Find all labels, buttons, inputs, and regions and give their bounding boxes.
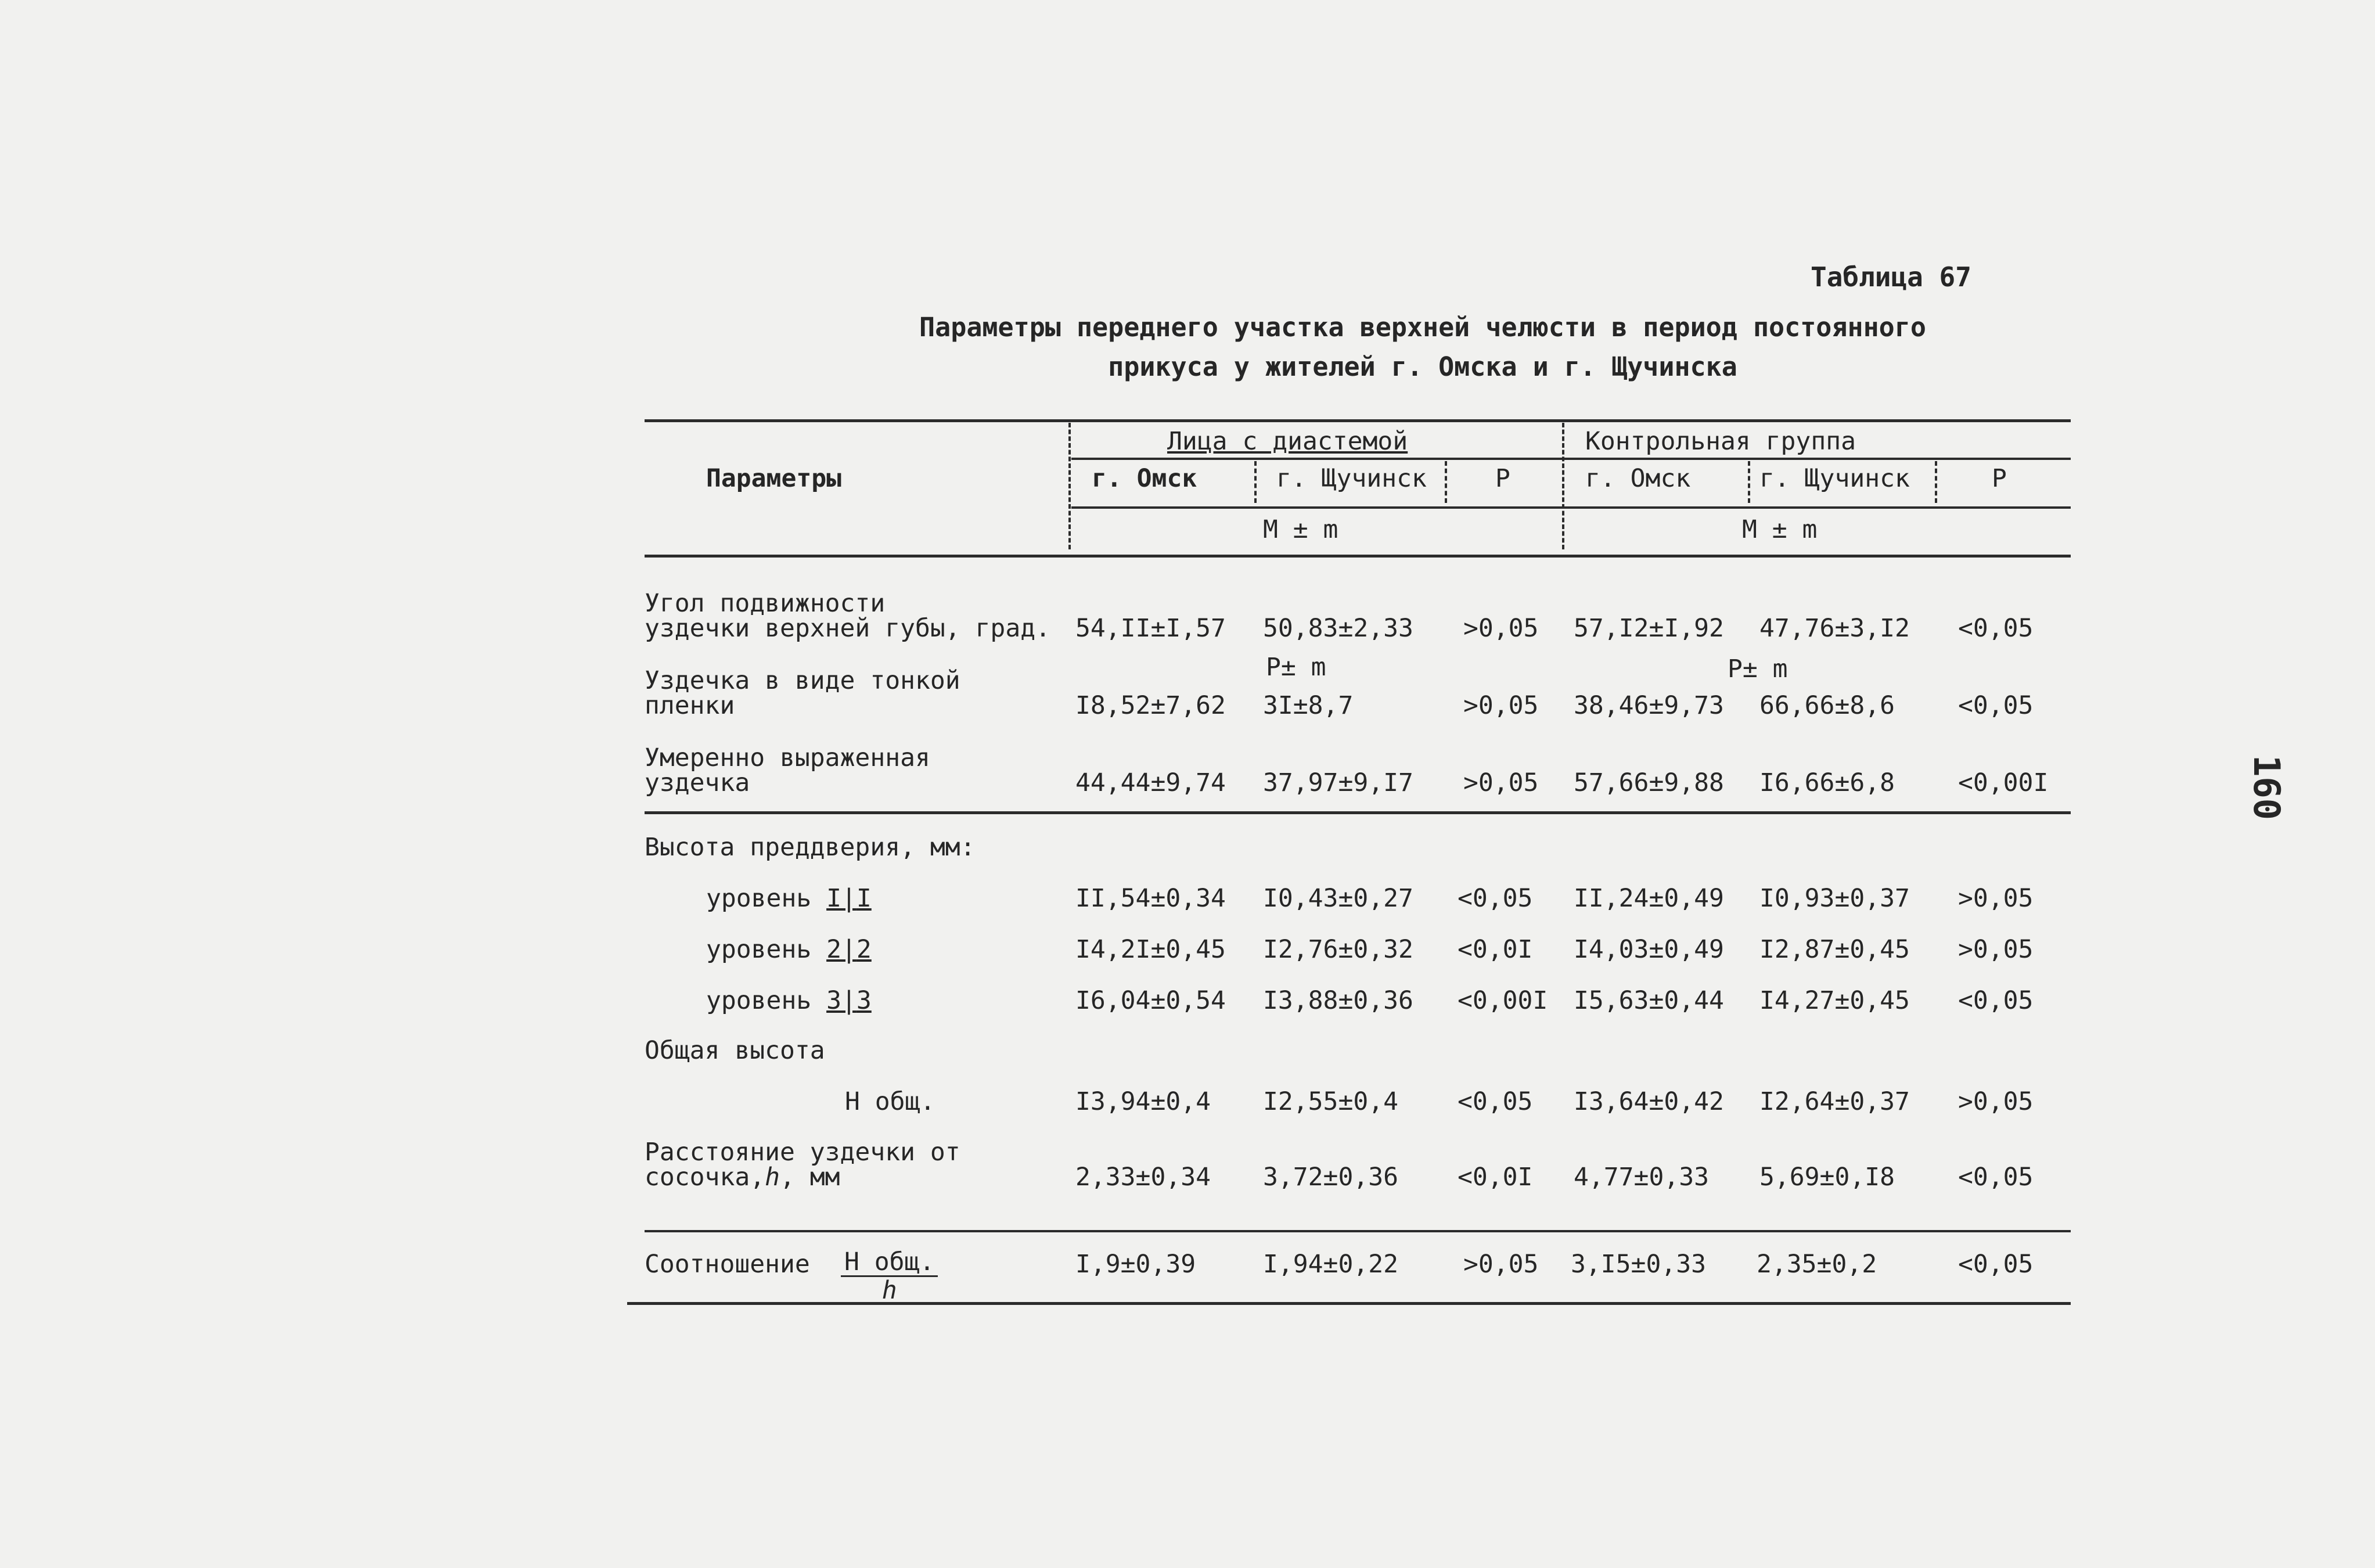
row-thin-label-1: Уздечка в виде тонкой: [645, 666, 960, 695]
dist-label-text: сосочка,: [645, 1163, 765, 1192]
cell: 37,97±9,I7: [1263, 768, 1413, 797]
level-2-tooth-notation: 2|2: [826, 935, 872, 964]
row-level-3-label: [706, 987, 872, 1015]
cell: 2,33±0,34: [1075, 1163, 1211, 1192]
cell: 3I±8,7: [1263, 691, 1354, 720]
cell: I,94±0,22: [1263, 1250, 1398, 1279]
level-3-tooth-notation: 3|3: [826, 986, 872, 1015]
cell: >0,05: [1463, 614, 1539, 643]
cell: 47,76±3,I2: [1759, 614, 1910, 643]
cell: <0,05: [1958, 1163, 2034, 1192]
row-moderate-label-1: Умеренно выраженная: [645, 743, 930, 772]
level-2-b: 2: [856, 935, 872, 964]
header-bottom-rule: [645, 555, 2071, 558]
table-top-rule: [645, 419, 2071, 422]
level-1-b: I: [856, 884, 872, 913]
cell: >0,05: [1463, 1250, 1539, 1279]
cell: 54,II±I,57: [1075, 614, 1226, 643]
cell: <0,0I: [1458, 1163, 1533, 1192]
row-dist-label-2: [645, 1163, 840, 1191]
cell: 66,66±8,6: [1759, 691, 1895, 720]
cell: I0,93±0,37: [1759, 884, 1910, 913]
cell: >0,05: [1958, 935, 2034, 964]
cell: I2,76±0,32: [1263, 935, 1413, 964]
table-title-line-1: Параметры переднего участка верхней челюсти в период постоянного: [919, 312, 1926, 343]
cell: 50,83±2,33: [1263, 614, 1413, 643]
level-1-tooth-notation: I|I: [826, 884, 872, 913]
cell: 3,I5±0,33: [1571, 1250, 1706, 1279]
subheader-pm-2: P± m: [1728, 654, 1788, 684]
header-shuch-2: г. Щучинск: [1759, 464, 1910, 493]
header-group-diastema: Лица с диастемой: [1167, 427, 1408, 456]
cell: 2,35±0,2: [1757, 1250, 1877, 1279]
col-divider-groups: [1562, 423, 1564, 549]
cell: <0,00I: [1458, 986, 1548, 1015]
cell: I8,52±7,62: [1075, 691, 1226, 720]
header-params: Параметры: [706, 464, 841, 493]
cell: I6,66±6,8: [1759, 768, 1895, 797]
ratio-denominator: h: [881, 1276, 897, 1305]
cell: <0,05: [1958, 614, 2034, 643]
cell: I3,94±0,4: [1075, 1087, 1211, 1116]
cell: I2,64±0,37: [1759, 1087, 1910, 1116]
level-3-a: 3: [826, 986, 841, 1015]
cell: I2,87±0,45: [1759, 935, 1910, 964]
section-rule-2: [645, 1230, 2071, 1232]
level-1-a: I: [826, 884, 841, 913]
col-divider-shuch-1: [1445, 461, 1447, 503]
cell: >0,05: [1958, 1087, 2034, 1116]
group-header-rule: [1071, 458, 2071, 460]
level-word: уровень: [706, 935, 812, 964]
ratio-numerator: Н общ.: [841, 1249, 938, 1277]
level-word: уровень: [706, 884, 812, 913]
row-level-1-label: [706, 884, 872, 912]
row-level-2-label: [706, 936, 872, 963]
ratio-fraction: [841, 1249, 938, 1304]
cell: 57,I2±I,92: [1574, 614, 1724, 643]
row-moderate-label-2: уздечка: [645, 768, 750, 797]
cell: >0,05: [1463, 768, 1539, 797]
cell: 44,44±9,74: [1075, 768, 1226, 797]
cell: >0,05: [1958, 884, 2034, 913]
cell: I2,55±0,4: [1263, 1087, 1398, 1116]
cell: 57,66±9,88: [1574, 768, 1724, 797]
header-shuch-1: г. Щучинск: [1276, 464, 1427, 493]
city-header-rule: [1071, 506, 2071, 509]
cell: I6,04±0,54: [1075, 986, 1226, 1015]
cell: I3,64±0,42: [1574, 1087, 1724, 1116]
cell: <0,05: [1958, 691, 2034, 720]
header-group-control: Контрольная группа: [1585, 427, 1856, 456]
header-mean-2: M ± m: [1742, 515, 1818, 544]
cell: I0,43±0,27: [1263, 884, 1413, 913]
header-mean-1: M ± m: [1263, 515, 1338, 544]
col-divider-omsk-1: [1254, 461, 1257, 503]
row-angle-label-1: Угол подвижности: [645, 589, 886, 618]
col-divider-shuch-2: [1935, 461, 1937, 503]
cell: <0,00I: [1958, 768, 2049, 797]
cell: I,9±0,39: [1075, 1250, 1196, 1279]
cell: 4,77±0,33: [1574, 1163, 1709, 1192]
header-p-2: Р: [1992, 464, 2007, 493]
cell: I4,27±0,45: [1759, 986, 1910, 1015]
col-divider-omsk-2: [1748, 461, 1750, 503]
row-ratio-label: Соотношение: [645, 1250, 810, 1279]
section-total-height-title: Общая высота: [645, 1036, 825, 1065]
header-omsk-2: г. Омск: [1585, 464, 1691, 493]
cell: <0,05: [1958, 1250, 2034, 1279]
col-divider-params: [1068, 423, 1071, 549]
dist-h-symbol: h: [765, 1163, 780, 1192]
level-2-a: 2: [826, 935, 841, 964]
header-omsk-1: г. Омск: [1092, 464, 1197, 493]
level-word: уровень: [706, 986, 812, 1015]
cell: I3,88±0,36: [1263, 986, 1413, 1015]
table-title-line-2: прикуса у жителей г. Омска и г. Щучинска: [1108, 351, 1737, 382]
level-3-b: 3: [856, 986, 872, 1015]
dist-unit: , мм: [780, 1163, 840, 1192]
header-p-1: Р: [1495, 464, 1510, 493]
cell: II,54±0,34: [1075, 884, 1226, 913]
cell: I4,2I±0,45: [1075, 935, 1226, 964]
cell: <0,05: [1958, 986, 2034, 1015]
subheader-pm-1: P± m: [1266, 653, 1326, 682]
cell: >0,05: [1463, 691, 1539, 720]
row-angle-label-2: уздечки верхней губы, град.: [645, 614, 1050, 643]
table-title: [813, 308, 2032, 387]
section-rule-1: [645, 811, 2071, 814]
row-thin-label-2: пленки: [645, 691, 735, 720]
cell: I5,63±0,44: [1574, 986, 1724, 1015]
cell: <0,0I: [1458, 935, 1533, 964]
cell: <0,05: [1458, 1087, 1533, 1116]
cell: 3,72±0,36: [1263, 1163, 1398, 1192]
section-vestibule-title: Высота преддверия, мм:: [645, 833, 976, 862]
row-htot-label: Н общ.: [845, 1087, 935, 1116]
cell: I4,03±0,49: [1574, 935, 1724, 964]
cell: 5,69±0,I8: [1759, 1163, 1895, 1192]
cell: <0,05: [1458, 884, 1533, 913]
cell: II,24±0,49: [1574, 884, 1724, 913]
row-dist-label-1: Расстояние уздечки от: [645, 1138, 960, 1167]
table-number: Таблица 67: [1811, 261, 1971, 293]
page-number: 160: [2246, 755, 2288, 820]
cell: 38,46±9,73: [1574, 691, 1724, 720]
